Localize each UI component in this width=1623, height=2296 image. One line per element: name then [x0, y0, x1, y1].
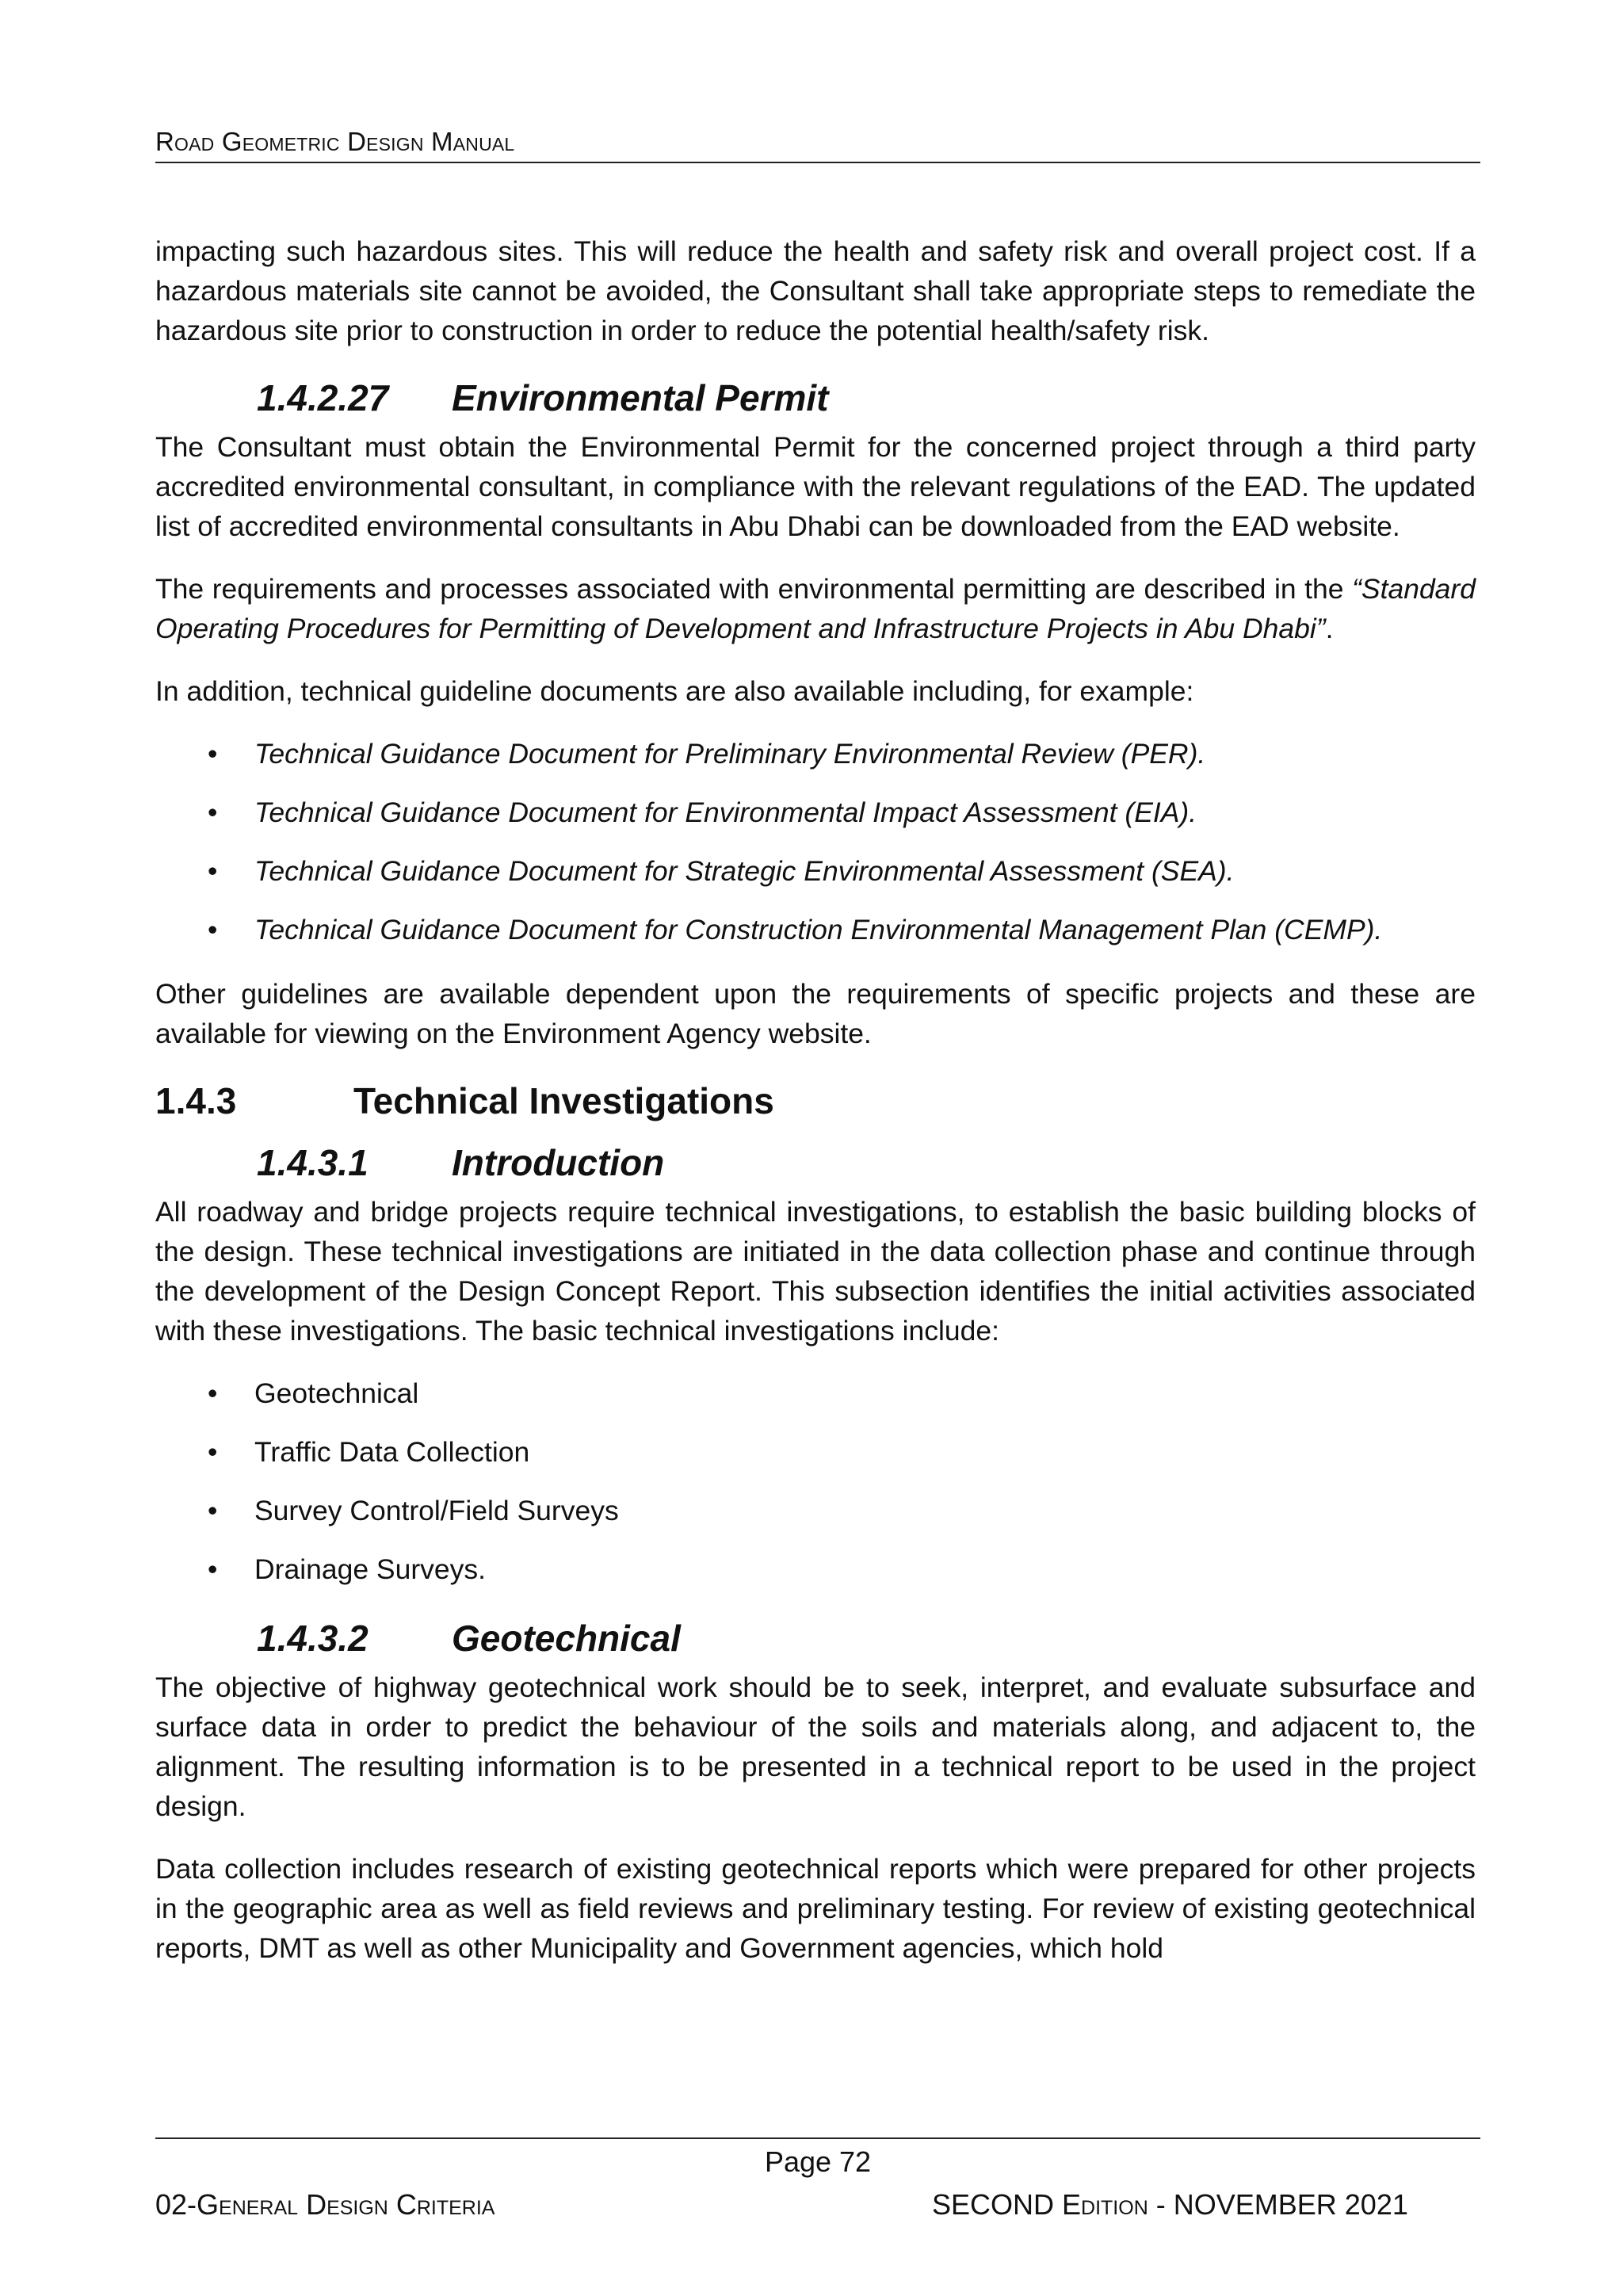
list-item: • Survey Control/Field Surveys [208, 1495, 619, 1526]
heading-title: Technical Investigations [353, 1080, 774, 1121]
heading-number: 1.4.3.2 [257, 1618, 369, 1659]
page-content [155, 231, 1476, 1991]
list-item: • Drainage Surveys. [208, 1553, 487, 1585]
heading-geotechnical [155, 1614, 1476, 1663]
paragraph-env-guidelines: In addition, technical guideline documents are also available including, for example: [155, 675, 1194, 707]
list-item: • Technical Guidance Document for Environmental Impact Assessment (EIA). [208, 797, 1197, 828]
heading-introduction [155, 1138, 1476, 1187]
heading-number: 1.4.3 [155, 1080, 237, 1121]
heading-environmental-permit [155, 373, 1476, 422]
env-guidance-list [155, 734, 1476, 949]
paragraph-data-collection: Data collection includes research of existing geotechnical reports which were prepared for other projects in the geographic area as well as field reviews and preliminary testing. For review of existing geotechnical reports, DMT as well as other Municipality and Government agencies, which hold [155, 1853, 1476, 1964]
paragraph-geotechnical-objective: The objective of highway geotechnical work should be to seek, interpret, and evaluate subsurface and surface data in order to predict the behaviour of the soils and materials along, and adjacent to, the alignment. The resulting information is to be presented in a technical report to be used in the project design. [155, 1671, 1476, 1822]
heading-number: 1.4.2.27 [257, 377, 389, 418]
running-footer [155, 2137, 1480, 2221]
heading-title: Environmental Permit [452, 377, 829, 418]
list-item: • Technical Guidance Document for Preliminary Environmental Review (PER). [208, 738, 1206, 770]
paragraph-introduction: All roadway and bridge projects require technical investigations, to establish the basic building blocks of the design. These technical investigations are initiated in the data collection phase and continue through the development of the Design Concept Report. This subsection identifies the initial activities associated with these investigations. The basic technical investigations include: [155, 1196, 1476, 1347]
heading-technical-investigations [155, 1076, 1476, 1125]
paragraph-other-guidelines: Other guidelines are available dependent upon the requirements of specific projects and these are available for viewing on the Environment Agency website. [155, 978, 1476, 1049]
paragraph-hazardous: impacting such hazardous sites. This will reduce the health and safety risk and overall project cost. If a hazardous materials site cannot be avoided, the Consultant shall take appropriate steps to remediate the hazardous site prior to construction in order to reduce the potential health/safety risk. [155, 235, 1476, 346]
paragraph-env-requirements: The requirements and processes associated with environmental permitting are described in the “Standard Operating Procedures for Permitting of Development and Infrastructure Projects in Abu Dhabi”. [155, 573, 1476, 644]
page-number: Page 72 [764, 2145, 872, 2178]
list-item: • Traffic Data Collection [208, 1436, 530, 1468]
list-item: • Technical Guidance Document for Strategic Environmental Assessment (SEA). [208, 855, 1235, 887]
running-header: Road Geometric Design Manual [155, 127, 1480, 163]
sop-title: “Standard Operating Procedures for Permitting of Development and Infrastructure Projects in Abu Dhabi” [155, 573, 1476, 644]
heading-title: Geotechnical [452, 1618, 681, 1659]
technical-investigations-list [155, 1373, 1476, 1589]
footer-chapter: 02-General Design Criteria [155, 2188, 495, 2221]
footer-edition: SECOND Edition - NOVEMBER 2021 [932, 2188, 1408, 2221]
heading-title: Introduction [452, 1142, 665, 1183]
heading-number: 1.4.3.1 [257, 1142, 369, 1183]
list-item: • Geotechnical [208, 1377, 419, 1409]
list-item: • Technical Guidance Document for Construction Environmental Management Plan (CEMP). [208, 914, 1383, 946]
paragraph-env-permit: The Consultant must obtain the Environmental Permit for the concerned project through a third party accredited environmental consultant, in compliance with the relevant regulations of the EAD. The updated list of accredited environmental consultants in Abu Dhabi can be downloaded from the EAD website. [155, 431, 1476, 542]
